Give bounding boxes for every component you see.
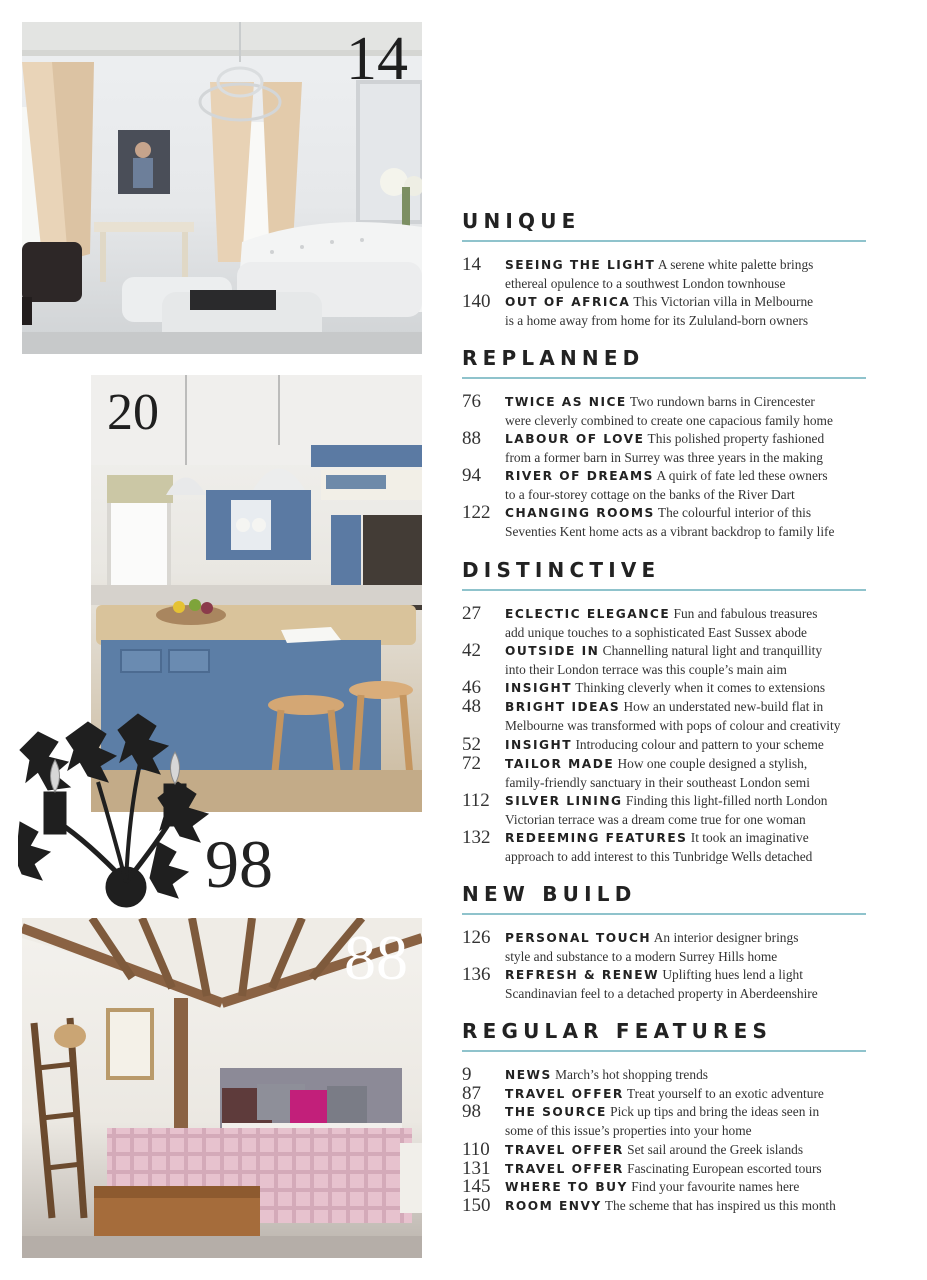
entry-description: Find your favourite names here	[631, 1179, 800, 1194]
entry-description: This polished property fashioned	[647, 431, 825, 446]
entry-page-number: 136	[462, 964, 491, 985]
entry-title: WHERE TO BUY	[505, 1180, 628, 1194]
entry-page-number: 27	[462, 603, 481, 624]
sconce-page-number: 98	[205, 826, 273, 902]
entry-title: RIVER OF DREAMS	[505, 469, 654, 483]
entry-title: LABOUR OF LOVE	[505, 432, 645, 446]
entry-description: Fascinating European escorted tours	[627, 1161, 822, 1176]
entry-description: The scheme that has inspired us this month	[604, 1198, 836, 1213]
entry-page-number: 145	[462, 1176, 491, 1197]
entry-description-continued: into their London terrace was this couple’s main aim	[505, 661, 787, 677]
entry-title: INSIGHT	[505, 681, 573, 695]
entry-description: Introducing colour and pattern to your scheme	[575, 737, 824, 752]
entry-text	[505, 1066, 871, 1085]
entry-title: NEWS	[505, 1068, 552, 1082]
entry-page-number: 112	[462, 790, 490, 811]
section-heading-regular-features: REGULAR FEATURES	[462, 1019, 773, 1043]
entry-title: OUT OF AFRICA	[505, 295, 631, 309]
section-divider	[462, 589, 866, 591]
entry-title: ROOM ENVY	[505, 1199, 602, 1213]
bedroom-photo	[22, 918, 422, 1258]
entry-title: BRIGHT IDEAS	[505, 700, 621, 714]
entry-description-continued: Melbourne was transformed with pops of colour and creativity	[505, 717, 841, 733]
entry-text	[505, 1160, 871, 1179]
entry-description: This Victorian villa in Melbourne	[633, 294, 814, 309]
entry-text	[505, 929, 871, 966]
entry-description: Channelling natural light and tranquillity	[602, 643, 823, 658]
entry-title: REFRESH & RENEW	[505, 968, 660, 982]
entry-text	[505, 698, 871, 735]
entry-title: SEEING THE LIGHT	[505, 258, 656, 272]
entry-description-continued: family-friendly sanctuary in their southeast London semi	[505, 774, 810, 790]
entry-description: Thinking cleverly when it comes to extensions	[575, 680, 826, 695]
entry-page-number: 110	[462, 1139, 490, 1160]
entry-title: TRAVEL OFFER	[505, 1143, 624, 1157]
entry-description-continued: were cleverly combined to create one capacious family home	[505, 412, 833, 428]
entry-description-continued: Victorian terrace was a dream come true for one woman	[505, 811, 806, 827]
entry-text	[505, 293, 871, 330]
entry-page-number: 42	[462, 640, 481, 661]
entry-text	[505, 1178, 871, 1197]
photo-page-number: 20	[107, 384, 159, 441]
entry-text	[505, 504, 871, 541]
entry-text	[505, 256, 871, 293]
entry-description: How an understated new-build flat in	[623, 699, 824, 714]
section-divider	[462, 240, 866, 242]
entry-text	[505, 1197, 871, 1216]
entry-text	[505, 792, 871, 829]
entry-text	[505, 430, 871, 467]
section-divider	[462, 377, 866, 379]
sconce-illustration	[18, 712, 218, 912]
entry-title: REDEEMING FEATURES	[505, 831, 688, 845]
entry-text	[505, 736, 871, 755]
entry-text	[505, 642, 871, 679]
entry-description: A quirk of fate led these owners	[656, 468, 828, 483]
entry-description: March’s hot shopping trends	[555, 1067, 708, 1082]
entry-page-number: 46	[462, 677, 481, 698]
entry-description-continued: add unique touches to a sophisticated East Sussex abode	[505, 624, 807, 640]
entry-text	[505, 1103, 871, 1140]
entry-description-continued: is a home away from home for its Zululand-born owners	[505, 312, 809, 328]
section-heading-distinctive: DISTINCTIVE	[462, 558, 661, 582]
entry-title: PERSONAL TOUCH	[505, 931, 652, 945]
entry-text	[505, 1085, 871, 1104]
entry-description-continued: to a four-storey cottage on the banks of the River Dart	[505, 486, 795, 502]
entry-text	[505, 467, 871, 504]
entry-page-number: 9	[462, 1064, 472, 1085]
entry-title: SILVER LINING	[505, 794, 623, 808]
entry-description: It took an imaginative	[690, 830, 809, 845]
entry-description-continued: Scandinavian feel to a detached property in Aberdeenshire	[505, 985, 818, 1001]
entry-page-number: 94	[462, 465, 481, 486]
photo-page-number: 88	[344, 922, 408, 993]
entry-text	[505, 1141, 871, 1160]
entry-page-number: 14	[462, 254, 481, 275]
entry-title: INSIGHT	[505, 738, 573, 752]
entry-title: TAILOR MADE	[505, 757, 615, 771]
entry-description: Fun and fabulous treasures	[673, 606, 818, 621]
entry-page-number: 76	[462, 391, 481, 412]
photo-page-number: 14	[346, 25, 408, 93]
entry-title: TRAVEL OFFER	[505, 1162, 624, 1176]
entry-title: OUTSIDE IN	[505, 644, 600, 658]
entry-description-continued: ethereal opulence to a southwest London townhouse	[505, 275, 786, 291]
entry-description-continued: Seventies Kent home acts as a vibrant backdrop to family life	[505, 523, 835, 539]
entry-title: THE SOURCE	[505, 1105, 607, 1119]
entry-description: A serene white palette brings	[657, 257, 814, 272]
section-divider	[462, 1050, 866, 1052]
section-heading-replanned: REPLANNED	[462, 346, 645, 370]
entry-page-number: 48	[462, 696, 481, 717]
entry-page-number: 140	[462, 291, 491, 312]
entry-title: TRAVEL OFFER	[505, 1087, 624, 1101]
entry-title: CHANGING ROOMS	[505, 506, 655, 520]
entry-description-continued: approach to add interest to this Tunbridge Wells detached	[505, 848, 813, 864]
entry-page-number: 52	[462, 734, 481, 755]
entry-description-continued: some of this issue’s properties into your home	[505, 1122, 752, 1138]
entry-description: How one couple designed a stylish,	[617, 756, 808, 771]
entry-description: Two rundown barns in Cirencester	[629, 394, 815, 409]
entry-page-number: 98	[462, 1101, 481, 1122]
entry-page-number: 126	[462, 927, 491, 948]
entry-description: Pick up tips and bring the ideas seen in	[610, 1104, 820, 1119]
section-heading-unique: UNIQUE	[462, 209, 581, 233]
entry-page-number: 131	[462, 1158, 491, 1179]
entry-description: Finding this light-filled north London	[625, 793, 828, 808]
entry-text	[505, 755, 871, 792]
entry-description-continued: from a former barn in Surrey was three years in the making	[505, 449, 823, 465]
entry-page-number: 122	[462, 502, 491, 523]
section-heading-new-build: NEW BUILD	[462, 882, 637, 906]
entry-description: The colourful interior of this	[657, 505, 812, 520]
entry-text	[505, 605, 871, 642]
entry-text	[505, 679, 871, 698]
entry-description: Set sail around the Greek islands	[627, 1142, 804, 1157]
entry-page-number: 150	[462, 1195, 491, 1216]
entry-title: ECLECTIC ELEGANCE	[505, 607, 671, 621]
entry-description-continued: style and substance to a modern Surrey Hills home	[505, 948, 778, 964]
entry-page-number: 88	[462, 428, 481, 449]
entry-description: Treat yourself to an exotic adventure	[626, 1086, 824, 1101]
section-divider	[462, 913, 866, 915]
entry-description: Uplifting hues lend a light	[662, 967, 803, 982]
entry-page-number: 72	[462, 753, 481, 774]
entry-text	[505, 966, 871, 1003]
entry-page-number: 132	[462, 827, 491, 848]
entry-text	[505, 829, 871, 866]
living-room-photo	[22, 22, 422, 354]
entry-page-number: 87	[462, 1083, 481, 1104]
entry-text	[505, 393, 871, 430]
entry-title: TWICE AS NICE	[505, 395, 627, 409]
entry-description: An interior designer brings	[653, 930, 799, 945]
